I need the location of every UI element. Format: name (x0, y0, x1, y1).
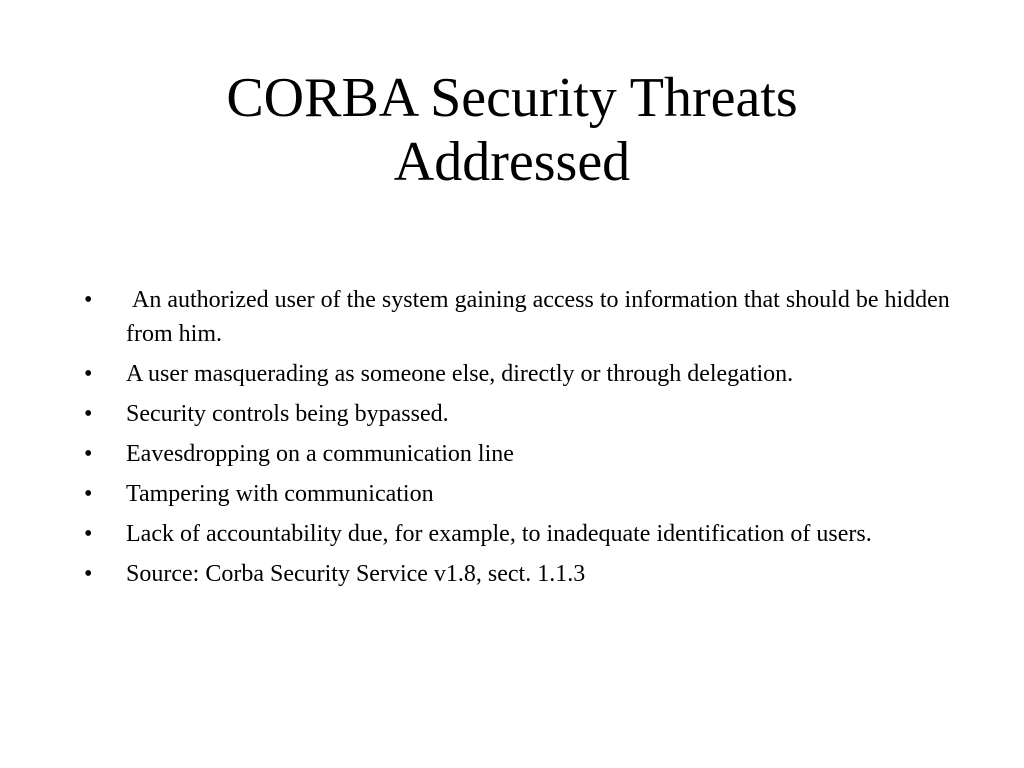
bullet-text: A user masquerading as someone else, directly or through delegation. (126, 361, 794, 387)
bullet-icon: • (84, 287, 93, 313)
bullet-icon: • (84, 561, 93, 587)
bullet-text: Security controls being bypassed. (126, 401, 449, 427)
bullet-icon: • (84, 441, 93, 467)
bullet-icon: • (84, 521, 93, 547)
bullet-item (84, 437, 954, 471)
bullet-icon: • (84, 401, 93, 427)
bullet-item (84, 397, 954, 431)
bullet-text: Tampering with communication (126, 481, 434, 507)
bullet-text: Eavesdropping on a communication line (126, 441, 514, 467)
bullet-text: Source: Corba Security Service v1.8, sect. 1.1.3 (126, 561, 586, 587)
slide-title: CORBA Security Threats Addressed (226, 67, 798, 193)
bullet-icon: • (84, 361, 93, 387)
bullet-item (84, 283, 954, 351)
bullet-item (84, 517, 954, 551)
bullet-item (84, 477, 954, 511)
bullet-text: Lack of accountability due, for example, to inadequate identification of users. (126, 521, 872, 547)
bullet-list (84, 283, 954, 597)
bullet-item (84, 557, 954, 591)
bullet-item (84, 357, 954, 391)
bullet-text: An authorized user of the system gaining access to information that should be hidden from him. (126, 287, 956, 347)
bullet-icon: • (84, 481, 93, 507)
